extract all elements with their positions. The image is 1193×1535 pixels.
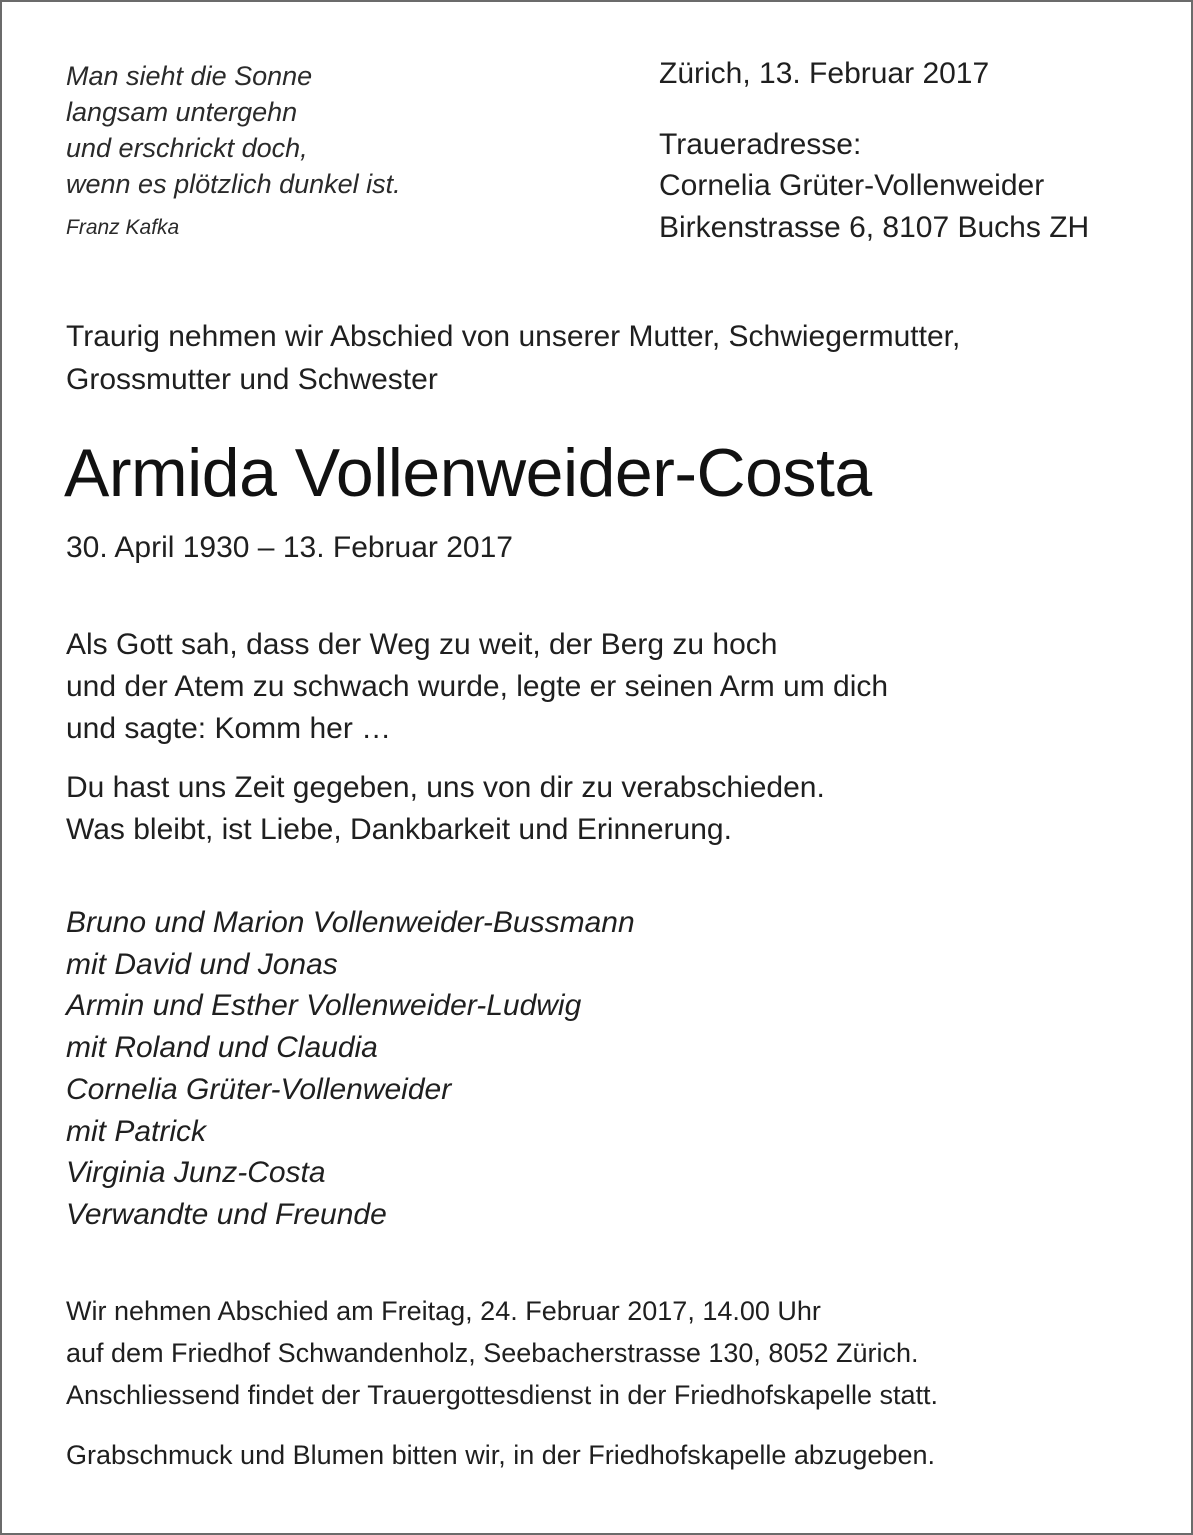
service-line: auf dem Friedhof Schwandenholz, Seebacherstrasse 130, 8052 Zürich. — [66, 1338, 919, 1368]
family-line: Bruno und Marion Vollenweider-Bussmann — [66, 906, 635, 939]
service-line: Anschliessend findet der Trauergottesdienst in der Friedhofskapelle statt. — [66, 1380, 938, 1410]
poem-text — [66, 624, 888, 750]
intro-line: Traurig nehmen wir Abschied von unserer Mutter, Schwiegermutter, — [66, 320, 961, 353]
service-line: Wir nehmen Abschied am Freitag, 24. Februar 2017, 14.00 Uhr — [66, 1296, 821, 1326]
deceased-name: Armida Vollenweider-Costa — [64, 435, 872, 511]
intro-text — [66, 315, 960, 401]
family-line: Verwandte und Freunde — [66, 1197, 387, 1231]
quote-line: und erschrickt doch, — [66, 133, 308, 163]
service-details — [66, 1290, 938, 1416]
closing-line: Was bleibt, ist Liebe, Dankbarkeit und Erinnerung. — [66, 813, 732, 846]
poem-line: und der Atem zu schwach wurde, legte er seinen Arm um dich — [66, 670, 889, 703]
life-dates: 30. April 1930 – 13. Februar 2017 — [66, 531, 513, 564]
address-label: Traueradresse: — [659, 128, 862, 161]
poem-line: Als Gott sah, dass der Weg zu weit, der Berg zu hoch — [66, 628, 778, 661]
family-line: Cornelia Grüter-Vollenweider — [66, 1072, 452, 1106]
quote-author: Franz Kafka — [66, 216, 180, 239]
family-line: mit Roland und Claudia — [66, 1031, 378, 1065]
family-line: Armin und Esther Vollenweider-Ludwig — [66, 989, 582, 1023]
closing-line: Du hast uns Zeit gegeben, uns von dir zu verabschieden. — [66, 771, 825, 804]
kafka-quote — [66, 58, 401, 202]
address-name: Cornelia Grüter-Vollenweider — [659, 169, 1045, 202]
address-street: Birkenstrasse 6, 8107 Buchs ZH — [659, 211, 1090, 244]
quote-line: wenn es plötzlich dunkel ist. — [66, 169, 401, 199]
flowers-note: Grabschmuck und Blumen bitten wir, in der Friedhofskapelle abzugeben. — [66, 1440, 935, 1470]
place-date: Zürich, 13. Februar 2017 — [659, 57, 990, 90]
quote-line: langsam untergehn — [66, 97, 298, 127]
family-line: mit Patrick — [66, 1114, 207, 1148]
poem-line: und sagte: Komm her … — [66, 712, 392, 745]
family-line: Virginia Junz-Costa — [66, 1156, 326, 1190]
closing-text — [66, 767, 825, 851]
quote-line: Man sieht die Sonne — [66, 61, 313, 91]
family-list — [66, 902, 635, 1236]
intro-line: Grossmutter und Schwester — [66, 363, 438, 396]
family-line: mit David und Jonas — [66, 947, 338, 981]
